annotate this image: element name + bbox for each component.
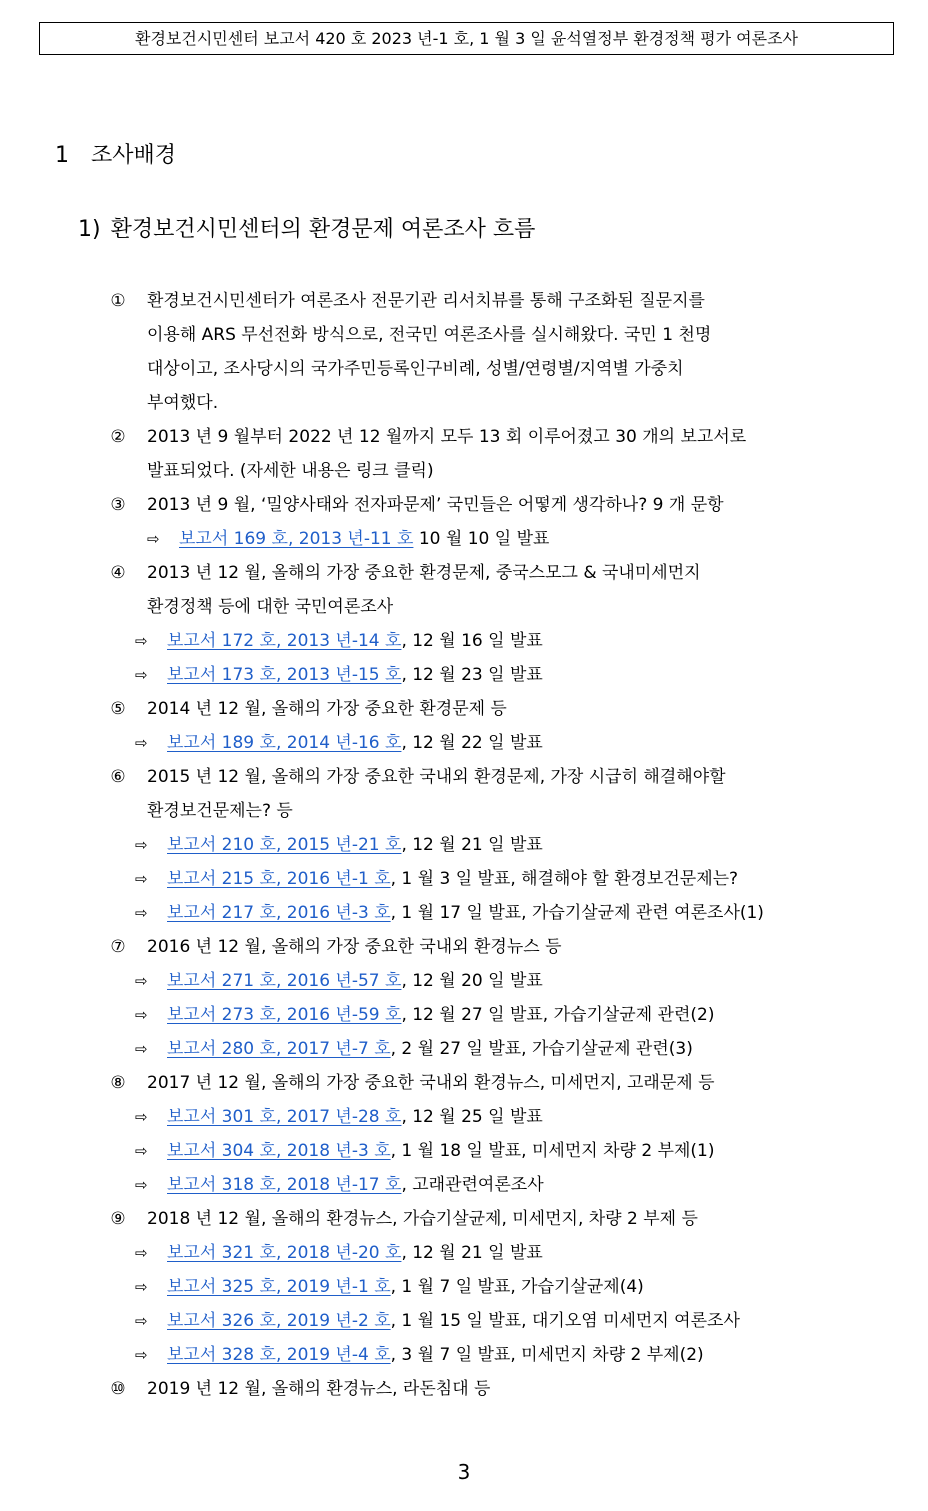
report-link[interactable]: 보고서 326 호, 2019 년-2 호 — [167, 1311, 391, 1331]
item-text-line: 2015 년 12 월, 올해의 가장 중요한 국내외 환경문제, 가장 시급히 해결해야할 — [147, 767, 726, 787]
report-entry — [135, 964, 543, 998]
report-entry — [135, 1168, 544, 1202]
item-marker: ④ — [110, 563, 126, 583]
report-entry — [135, 1304, 740, 1338]
report-detail: , 1 월 7 일 발표, 가습기살균제(4) — [390, 1277, 644, 1297]
report-entry — [135, 726, 543, 760]
report-detail: , 12 월 22 일 발표 — [401, 733, 543, 753]
report-detail: , 12 월 21 일 발표 — [401, 835, 543, 855]
report-entry — [135, 1338, 704, 1372]
report-detail: , 고래관련여론조사 — [401, 1175, 544, 1195]
report-link[interactable]: 보고서 217 호, 2016 년-3 호 — [167, 903, 391, 923]
item-marker: ⑨ — [110, 1209, 126, 1229]
report-link[interactable]: 보고서 172 호, 2013 년-14 호 — [167, 631, 402, 651]
report-entry — [135, 1236, 543, 1270]
report-detail: , 12 월 25 일 발표 — [401, 1107, 543, 1127]
report-link[interactable]: 보고서 215 호, 2016 년-1 호 — [167, 869, 391, 889]
report-detail: , 2 월 27 일 발표, 가습기살균제 관련(3) — [390, 1039, 693, 1059]
item-marker: ② — [110, 427, 126, 447]
item-marker: ⑦ — [110, 937, 126, 957]
report-link[interactable]: 보고서 173 호, 2013 년-15 호 — [167, 665, 402, 685]
item-text-line: 발표되었다. (자세한 내용은 링크 클릭) — [147, 461, 434, 481]
report-entry — [135, 658, 543, 692]
item-marker: ① — [110, 291, 126, 311]
arrow-icon: ⇨ — [135, 666, 148, 684]
arrow-icon: ⇨ — [135, 1176, 148, 1194]
item-text-line: 2017 년 12 월, 올해의 가장 중요한 국내외 환경뉴스, 미세먼지, 고래문제 등 — [147, 1073, 715, 1093]
report-link[interactable]: 보고서 271 호, 2016 년-57 호 — [167, 971, 402, 991]
report-entry — [135, 862, 738, 896]
page-number: 3 — [457, 1460, 471, 1484]
report-detail: 10 월 10 일 발표 — [413, 529, 550, 549]
report-header: 환경보건시민센터 보고서 420 호 2023 년-1 호, 1 월 3 일 윤석열정부 환경정책 평가 여론조사 — [39, 22, 894, 55]
arrow-icon: ⇨ — [135, 632, 148, 650]
report-link[interactable]: 보고서 280 호, 2017 년-7 호 — [167, 1039, 391, 1059]
item-marker: ⑤ — [110, 699, 126, 719]
arrow-icon: ⇨ — [135, 870, 148, 888]
item-text-line: 2013 년 12 월, 올해의 가장 중요한 환경문제, 중국스모그 & 국내미세먼지 — [147, 563, 701, 583]
report-link[interactable]: 보고서 321 호, 2018 년-20 호 — [167, 1243, 402, 1263]
report-link[interactable]: 보고서 318 호, 2018 년-17 호 — [167, 1175, 402, 1195]
item-text-line: 2013 년 9 월, ‘밀양사태와 전자파문제’ 국민들은 어떻게 생각하나? 9 개 문항 — [147, 495, 724, 515]
arrow-icon: ⇨ — [135, 1278, 148, 1296]
report-link[interactable]: 보고서 189 호, 2014 년-16 호 — [167, 733, 402, 753]
arrow-icon: ⇨ — [135, 1346, 148, 1364]
report-entry — [135, 1270, 644, 1304]
report-link[interactable]: 보고서 304 호, 2018 년-3 호 — [167, 1141, 391, 1161]
subsection-title: 환경보건시민센터의 환경문제 여론조사 흐름 — [110, 217, 536, 242]
section-heading — [55, 138, 176, 169]
report-detail: , 12 월 20 일 발표 — [401, 971, 543, 991]
report-entry — [135, 1100, 543, 1134]
report-entry — [135, 624, 543, 658]
arrow-icon: ⇨ — [135, 1006, 148, 1024]
arrow-icon: ⇨ — [147, 530, 160, 548]
report-detail: , 12 월 27 일 발표, 가습기살균제 관련(2) — [401, 1005, 715, 1025]
item-text-line: 2018 년 12 월, 올해의 환경뉴스, 가습기살균제, 미세먼지, 차량 2 부제 등 — [147, 1209, 698, 1229]
arrow-icon: ⇨ — [135, 1040, 148, 1058]
report-detail: , 1 월 15 일 발표, 대기오염 미세먼지 여론조사 — [390, 1311, 740, 1331]
arrow-icon: ⇨ — [135, 972, 148, 990]
report-link[interactable]: 보고서 328 호, 2019 년-4 호 — [167, 1345, 391, 1365]
report-entry — [135, 1134, 714, 1168]
report-entry — [147, 522, 549, 556]
arrow-icon: ⇨ — [135, 1142, 148, 1160]
report-detail: , 1 월 3 일 발표, 해결해야 할 환경보건문제는? — [390, 869, 739, 889]
report-detail: , 3 월 7 일 발표, 미세먼지 차량 2 부제(2) — [390, 1345, 704, 1365]
item-text-line: 2014 년 12 월, 올해의 가장 중요한 환경문제 등 — [147, 699, 507, 719]
item-text-line: 환경보건시민센터가 여론조사 전문기관 리서치뷰를 통해 구조화된 질문지를 — [147, 291, 705, 311]
subsection-number: 1) — [78, 217, 101, 242]
item-marker: ⑩ — [110, 1379, 126, 1399]
item-text-line: 2019 년 12 월, 올해의 환경뉴스, 라돈침대 등 — [147, 1379, 491, 1399]
subsection-heading — [78, 212, 535, 243]
section-number: 1 — [55, 143, 69, 168]
item-text-line: 대상이고, 조사당시의 국가주민등록인구비례, 성별/연령별/지역별 가중치 — [147, 359, 684, 379]
item-text-line: 부여했다. — [147, 393, 219, 413]
report-entry — [135, 828, 543, 862]
item-marker: ⑥ — [110, 767, 126, 787]
report-detail: , 12 월 21 일 발표 — [401, 1243, 543, 1263]
report-detail: , 1 월 18 일 발표, 미세먼지 차량 2 부제(1) — [390, 1141, 715, 1161]
report-entry — [135, 998, 714, 1032]
report-link[interactable]: 보고서 169 호, 2013 년-11 호 — [179, 529, 414, 549]
item-text-line: 환경정책 등에 대한 국민여론조사 — [147, 597, 394, 617]
section-title: 조사배경 — [91, 143, 177, 168]
arrow-icon: ⇨ — [135, 1312, 148, 1330]
arrow-icon: ⇨ — [135, 734, 148, 752]
report-link[interactable]: 보고서 325 호, 2019 년-1 호 — [167, 1277, 391, 1297]
report-link[interactable]: 보고서 210 호, 2015 년-21 호 — [167, 835, 402, 855]
report-detail: , 1 월 17 일 발표, 가습기살균제 관련 여론조사(1) — [390, 903, 764, 923]
item-text-line: 환경보건문제는? 등 — [147, 801, 293, 821]
item-marker: ⑧ — [110, 1073, 126, 1093]
arrow-icon: ⇨ — [135, 836, 148, 854]
arrow-icon: ⇨ — [135, 904, 148, 922]
report-entry — [135, 896, 764, 930]
item-text-line: 이용해 ARS 무선전화 방식으로, 전국민 여론조사를 실시해왔다. 국민 1 천명 — [147, 325, 712, 345]
arrow-icon: ⇨ — [135, 1108, 148, 1126]
item-text-line: 2016 년 12 월, 올해의 가장 중요한 국내외 환경뉴스 등 — [147, 937, 562, 957]
report-detail: , 12 월 16 일 발표 — [401, 631, 543, 651]
item-text-line: 2013 년 9 월부터 2022 년 12 월까지 모두 13 회 이루어졌고 30 개의 보고서로 — [147, 427, 747, 447]
item-marker: ③ — [110, 495, 126, 515]
arrow-icon: ⇨ — [135, 1244, 148, 1262]
report-link[interactable]: 보고서 273 호, 2016 년-59 호 — [167, 1005, 402, 1025]
report-detail: , 12 월 23 일 발표 — [401, 665, 543, 685]
report-link[interactable]: 보고서 301 호, 2017 년-28 호 — [167, 1107, 402, 1127]
report-entry — [135, 1032, 693, 1066]
